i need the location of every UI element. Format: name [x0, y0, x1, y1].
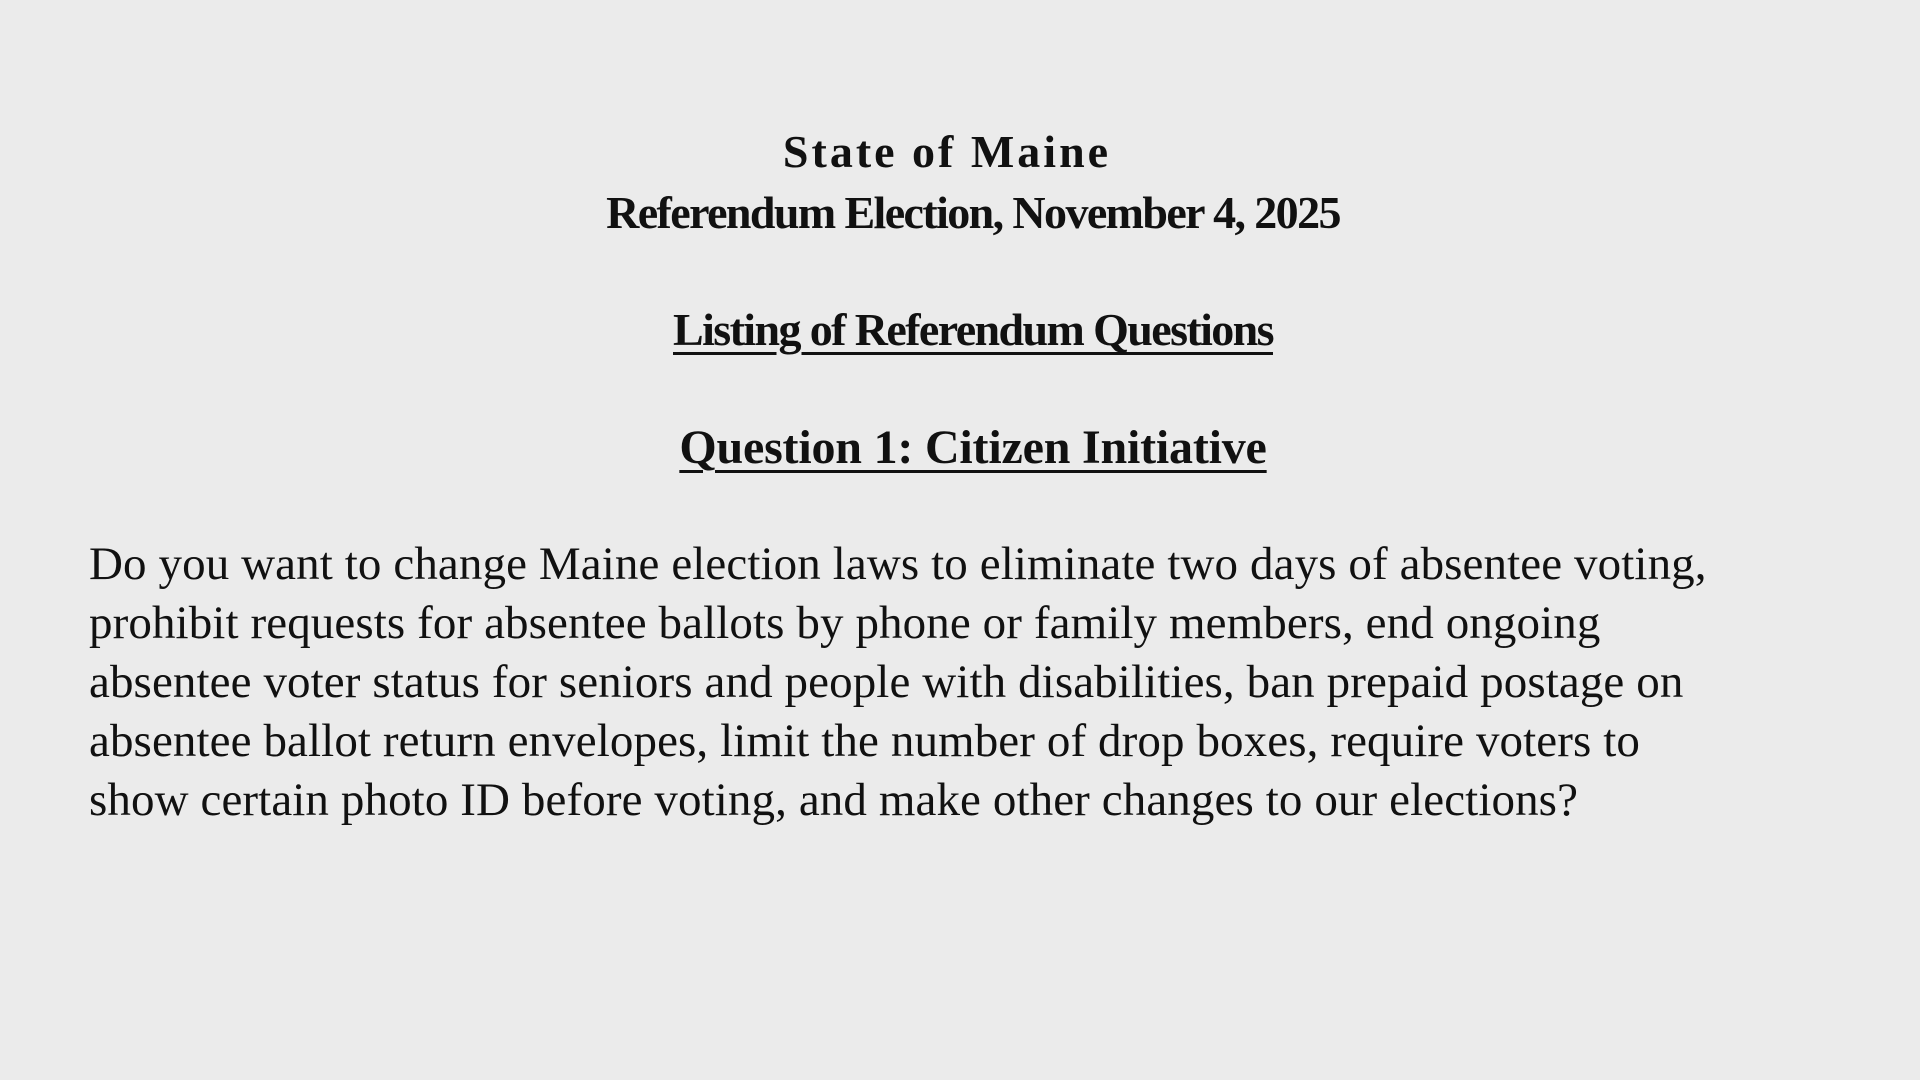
question-line-5: show certain photo ID before voting, and make other changes to our elections?	[89, 774, 1579, 826]
question-line-1: Do you want to change Maine election laws to eliminate two days of absentee voting,	[89, 538, 1707, 590]
question-line-4: absentee ballot return envelopes, limit the number of drop boxes, require voters to	[89, 715, 1641, 767]
listing-heading-text: Listing of Referendum Questions	[673, 304, 1273, 355]
question-heading-text: Question 1: Citizen Initiative	[679, 421, 1267, 474]
question-line-2: prohibit requests for absentee ballots by phone or family members, end ongoing	[89, 597, 1601, 649]
listing-heading	[0, 300, 1920, 360]
question-text	[89, 535, 1889, 830]
question-line-3: absentee voter status for seniors and people with disabilities, ban prepaid postage on	[89, 656, 1684, 708]
state-title: State of Maine	[782, 126, 1112, 177]
question-heading	[0, 417, 1920, 479]
election-title: Referendum Election, November 4, 2025	[606, 187, 1340, 238]
